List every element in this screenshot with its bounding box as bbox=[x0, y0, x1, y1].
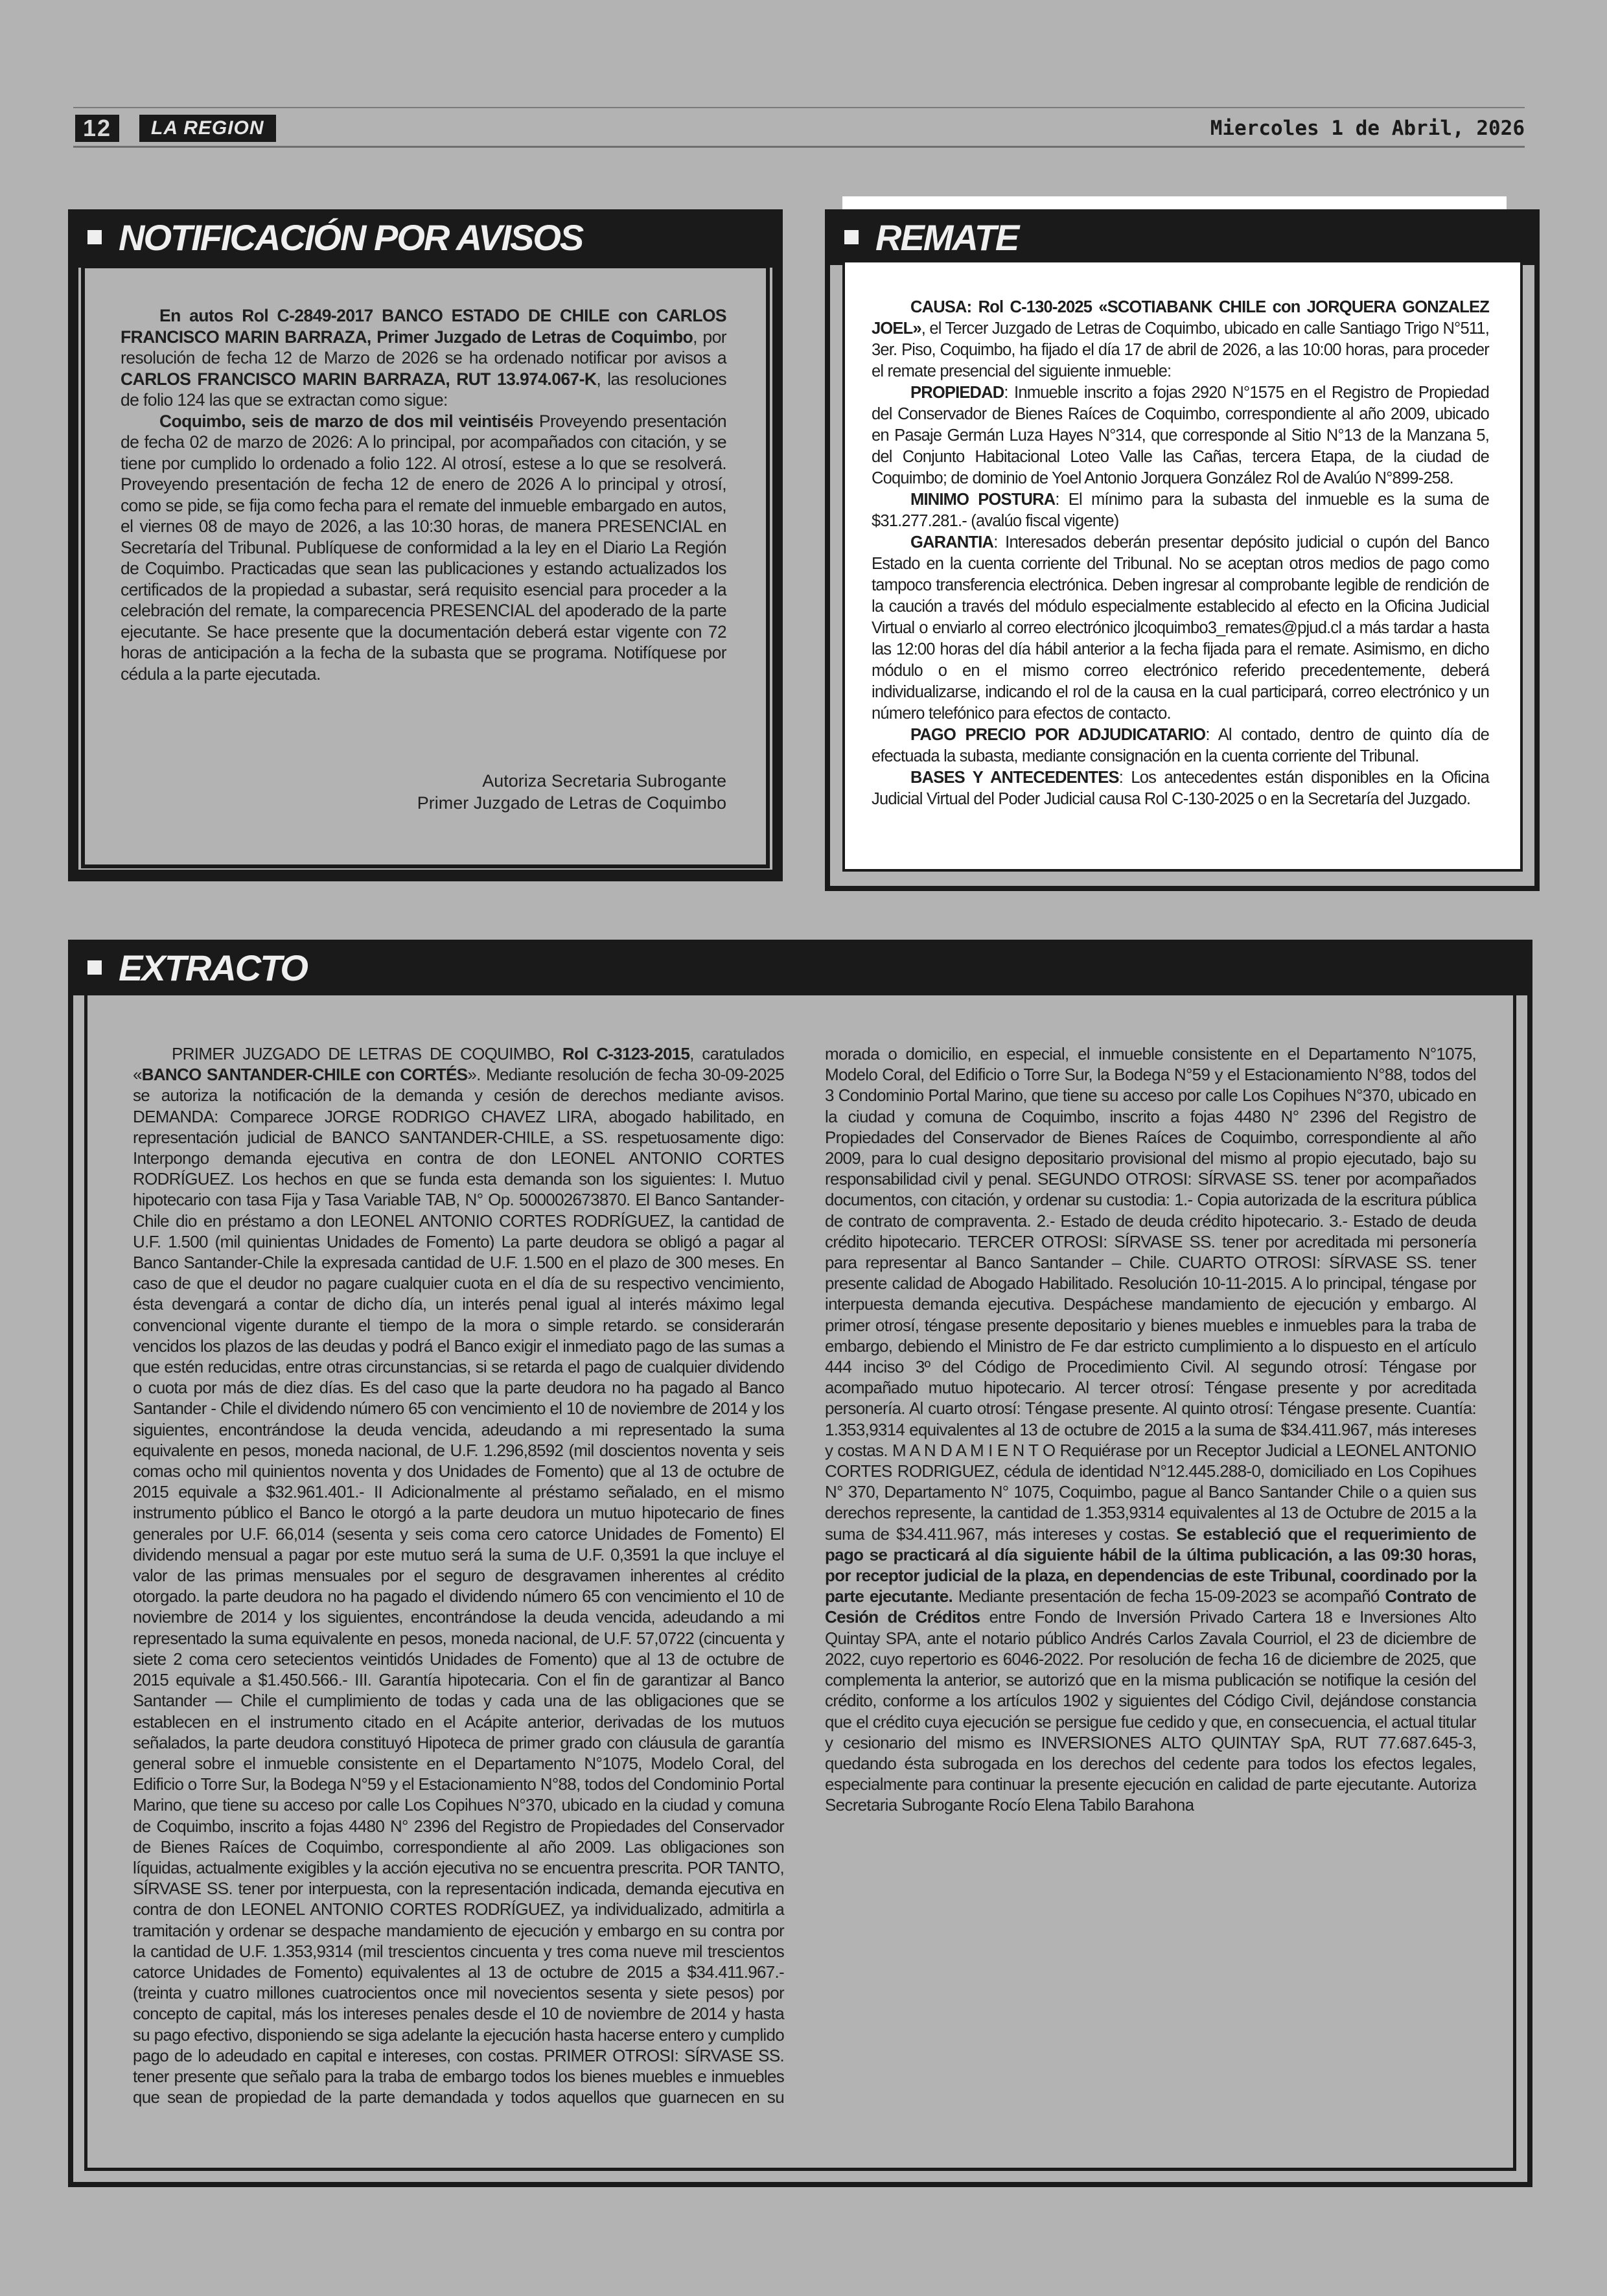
remate-garantia-text: : Interesados deberán presentar depósito judicial o cupón del Banco Estado en la cuenta corriente del Tribunal. No se aceptan otros medios de pago como tampoco transferencia electrónica. Deben ingresar al comprobante legible de rendición de la caución a través del módulo especialmente establecido al efecto en la Oficina Judicial Virtual o enviarlo al correo electrónico jlcoquimbo3_remates@pjud.cl a más tardar a hasta las 12:00 horas del día hábil anterior a la fecha fijada para el remate. Asimismo, en dicho módulo o en el mismo correo electrónico referido precedentemente, deberá individualizarse, indicando el rol de la causa en la cual participará, correo electrónico y un número telefónico para efectos de contacto. bbox=[872, 533, 1489, 723]
extracto-requerimiento-bold: Se estableció que el requerimiento de pago se practicará al día siguiente hábil de la última publicación, a las 09:30 horas, por receptor judicial de la plaza, en dependencias de este Tribunal, coordinado por la parte ejecutante. bbox=[825, 1524, 1476, 1606]
header-rule-bottom bbox=[73, 146, 1525, 148]
remate-body bbox=[872, 297, 1489, 810]
extracto-demanda-text: ». Mediante resolución de fecha 30-09-2025 se autoriza la notificación de la demanda y cesión de derechos mediante avisos. DEMANDA: Comparece JORGE RODRIGO CHAVEZ LIRA, abogado habilitado, en representación judicial de BANCO SANTANDER-CHILE, a SS. respetuosamente digo: Interpongo demanda ejecutiva en contra de don LEONEL ANTONIO CORTES RODRÍGUEZ. Los hechos en que se funda esta demanda son los siguientes: I. Mutuo hipotecario con tasa Fija y Tasa Variable TAB, N° Op. 500002673870. El Banco Santander-Chile dio en préstamo a don LEONEL ANTONIO CORTES RODRÍGUEZ, la cantidad de U.F. 1.500 (mil quinientas Unidades de Fomento) La parte deudora se obligó a pagar al Banco Santander-Chile la expresada cantidad de U.F. 1.500 en el plazo de 300 meses. En caso de que el deudor no pagare cualquier cuota en el día de su respectivo vencimiento, ésta devengará a contar de dicho día, un interés penal igual al interés máximo legal convencional vigente durante el tiempo de la mora o simple retardo. se considerarán vencidos los plazos de las deudas y podrá el Banco exigir el inmediato pago de las sumas a que estén reducidas, entre otras circunstancias, si se retarda el pago de cualquier dividendo o cuota por más de diez días. Es del caso que la parte deudora no ha pagado al Banco Santander - Chile el dividendo número 65 con vencimiento el 10 de noviembre de 2014 y los siguientes, encontrándose la deuda vencida, adeudando a mi representado la suma equivalente en pesos, moneda nacional, de U.F. 1.296,8592 (mil doscientos noventa y seis comas ocho mil quinientos noventa y dos Unidades de Fomento) que al 13 de octubre de 2015 equivale a $32.961.401.- II Adicionalmente al préstamo señalado, en el mismo instrumento público el Banco le otorgó a la parte deudora un mutuo hipotecario de fines generales por U.F. 66,014 (sesenta y seis coma cero catorce Unidades de Fomento) El dividendo mensual a pagar por este mutuo será la suma de U.F. 0,3591 la que incluye el valor de las primas mensuales por el seguro de desgravamen inherentes al crédito otorgado. la parte deudora no ha pagado el dividendo número 65 con vencimiento el 10 de noviembre de 2014 y los siguientes, encontrándose la deuda vencida, adeudando a mi representado la suma equivalente en pesos, moneda nacional, de U.F. 57,0722 (cincuenta y siete 2 coma cero setecientos veintidós Unidades de Fomento) que al 13 de octubre de 2015 equivale a $1.450.566.- III. Garantía hipotecaria. Con el fin de garantizar al Banco Santander — Chile el cumplimiento de todas y cada una de las obligaciones que se establecen en el instrumento citado en el Acápite anterior, derivadas de los mutuos señalados, la parte deudora constituyó Hipoteca de primer grado con cláusula de garantía general sobre el inmueble consistente en el Departamento N°1075, Modelo Coral, del Edificio o Torre Sur, la Bodega N°59 y el Estacionamiento N°88, todos del Condominio Portal Marino, que tiene su acceso por calle Los Copihues N°370, ubicado en la ciudad y comuna de Coquimbo, inscrito a fojas 4480 N° 2396 del Registro de Propiedades del Conservador de Bienes Raíces de Coquimbo, correspondiente al año 2009. Las obligaciones son líquidas, actualmente exigibles y la acción ejecutiva no se encuentra prescrita. POR TANTO, SÍRVASE SS. tener por interpuesta, con la representación indicada, demanda ejecutiva en contra de don LEONEL ANTONIO CORTES RODRÍGUEZ, ya individualizado, admitirla a tramitación y ordenar se despache mandamiento de ejecución y embargo en su contra por la cantidad de U.F. 1.353,9314 (mil trescientos cincuenta y tres coma nueve mil trescientos catorce Unidades de Fomento) equivalentes al 13 de octubre de 2015 a $34.411.967.- (treinta y cuatro millones cuatrocientos once mil novecientos sesenta y siete pesos) por concepto de capital, más los intereses penales desde el 10 de noviembre de 2014 y hasta su pago efectivo, disponiendo se siga adelante la ejecución hasta hacerse entero y cumplido pago de lo adeudado en capital e intereses, con costas. PRIMER OTROSI: SÍRVASE SS. tener presente que señalo para la traba de embargo todos los bienes muebles e inmuebles que sean de propiedad de la parte demandada y todos aquellos que guarnecen en su morada o domicilio, en especial, el inmueble consistente en el Departamento N°1075, Modelo Coral, del Edificio o Torre Sur, la Bodega N°59 y el Estacionamiento N°88, todos del 3 Condominio Portal Marino, que tiene su acceso por calle Los Copihues N°370, ubicado en la ciudad y comuna de Coquimbo, inscrito a fojas 4480 N° 2396 del Registro de Propiedades del Conservador de Bienes Raíces de Coquimbo, correspondiente al año 2009, para lo cual designo depositario provisional del mismo al propio ejecutado, bajo su responsabilidad civil y penal. SEGUNDO OTROSI: SÍRVASE SS. tener por acompañados documentos, con citación, y ordenar su custodia: 1.- Copia autorizada de la escritura pública de contrato de compraventa. 2.- Estado de deuda crédito hipotecario. 3.- Estado de deuda crédito hipotecario. TERCER OTROSI: SÍRVASE SS. tener por acreditada mi personería para representar al Banco Santander – Chile. CUARTO OTROSI: SÍRVASE SS. tener presente calidad de Abogado Habilitado. Resolución 10-11-2015. A lo principal, téngase por interpuesta demanda ejecutiva. Despáchese mandamiento de ejecución y embargo. Al primer otrosí, téngase presente depositario y bienes muebles e inmuebles para la traba de embargo, debiendo el Ministro de Fe dar estricto cumplimiento a lo dispuesto en el artículo 444 inciso 3º del Código de Procedimiento Civil. Al segundo otrosí: Téngase por acompañado mutuo hipotecario. Al tercer otrosí: Téngase presente y por acreditada personería. Al cuarto otrosí: Téngase presente. Al quinto otrosí: Téngase presente. Cuantía: 1.353,9314 equivalentes al 13 de octubre de 2015 a la suma de $34.411.967, más intereses y costas. M A N D A M I E N T O Requiérase por un Receptor Judicial a LEONEL ANTONIO CORTES RODRIGUEZ, cédula de identidad N°12.445.288-0, domiciliado en Los Copihues N° 370, Departamento N° 1075, Coquimbo, pague al Banco Santander Chile o a quien sus derechos represente, la cantidad de 1.353,9314 equivalentes al 13 de Octubre de 2015 a la suma de $34.411.967, más intereses y costas. bbox=[133, 1044, 1476, 2107]
extracto-cesion-bold: Contrato de Cesión de Créditos bbox=[825, 1586, 1476, 1627]
signature-line-2: Primer Juzgado de Letras de Coquimbo bbox=[417, 793, 726, 813]
page-number: 12 bbox=[75, 115, 119, 142]
notificacion-lead-bold: En autos Rol C-2849-2017 BANCO ESTADO DE CHILE con CARLOS FRANCISCO MARIN BARRAZA, Primer Juzgado de Letras de Coquimbo bbox=[121, 306, 726, 347]
extracto-caratula: BANCO SANTANDER-CHILE con CORTÉS bbox=[141, 1065, 468, 1085]
remate-minimo-label: MINIMO POSTURA bbox=[910, 491, 1056, 509]
remate-causa-rol: : Rol C-130-2025 «SCOTIABANK CHILE con JORQUERA GONZALEZ JOEL» bbox=[872, 298, 1489, 338]
extracto-title: EXTRACTO bbox=[119, 947, 307, 988]
remate-causa-text: , el Tercer Juzgado de Letras de Coquimbo, ubicado en calle Santiago Trigo N°511, 3er. Piso, Coquimbo, ha fijado el día 17 de abril de 2026, a las 10:00 horas, para proceder el remate presencial del siguiente inmueble: bbox=[872, 319, 1489, 380]
notificacion-title-bar bbox=[68, 209, 783, 265]
issue-date: Miercoles 1 de Abril, 2026 bbox=[1210, 117, 1525, 140]
extracto-title-bar bbox=[68, 940, 1532, 995]
notificacion-lead-text-2: , las resoluciones de folio 124 las que se extractan como sigue: bbox=[121, 369, 726, 410]
remate-pago-label: PAGO PRECIO POR ADJUDICATARIO bbox=[910, 726, 1206, 744]
signature-line-1: Autoriza Secretaria Subrogante bbox=[482, 771, 726, 791]
notificacion-resolution-date: Coquimbo, seis de marzo de dos mil veintiséis bbox=[159, 411, 533, 431]
extracto-court: PRIMER JUZGADO DE LETRAS DE COQUIMBO, bbox=[172, 1044, 562, 1063]
extracto-text-a: , caratulados « bbox=[133, 1044, 784, 1085]
remate-minimo-text: : El mínimo para la subasta del inmueble es la suma de $31.277.281.- (avalúo fiscal vigente) bbox=[872, 491, 1490, 530]
remate-causa-label: CAUSA bbox=[910, 298, 967, 316]
notificacion-body bbox=[121, 305, 726, 684]
page-header bbox=[73, 107, 1525, 147]
remate-garantia-label: GARANTIA bbox=[910, 533, 994, 551]
remate-title: REMATE bbox=[875, 216, 1019, 258]
newspaper-logo: LA REGION bbox=[139, 115, 276, 142]
extracto-rol: Rol C-3123-2015 bbox=[562, 1044, 690, 1063]
notificacion-defendant: CARLOS FRANCISCO MARIN BARRAZA, RUT 13.974.067-K bbox=[121, 369, 597, 389]
extracto-body bbox=[133, 1043, 1476, 2119]
notificacion-title: NOTIFICACIÓN POR AVISOS bbox=[119, 216, 583, 258]
remate-title-bar bbox=[825, 209, 1540, 265]
remate-propiedad-label: PROPIEDAD bbox=[910, 384, 1004, 402]
notificacion-signature bbox=[324, 770, 726, 814]
remate-bases-text: : Los antecedentes están disponibles en la Oficina Judicial Virtual del Poder Judicial causa Rol C-130-2025 o en la Secretaría del Juzgado. bbox=[872, 769, 1489, 808]
remate-bases-label: BASES Y ANTECEDENTES bbox=[910, 769, 1119, 787]
square-bullet-icon bbox=[87, 230, 102, 244]
remate-propiedad-text: : Inmueble inscrito a fojas 2920 N°1575 en el Registro de Propiedad del Conservador de Bienes Raíces de Coquimbo, correspondiente al año 2009, ubicado en Pasaje Germán Luza Hayes N°314, que corresponde al Sitio N°13 de la Manzana 5, del Conjunto Habitacional Loteo Valle las Cañas, tercera Etapa, de la ciudad de Coquimbo; de dominio de Yoel Antonio Jorquera González Rol de Avalúo N°899-258. bbox=[872, 384, 1489, 487]
header-rule-top bbox=[73, 107, 1525, 108]
extracto-cesion-text: entre Fondo de Inversión Privado Cartera 18 e Inversiones Alto Quintay SPA, ante el notario público Andrés Carlos Zavala Courriol, el 23 de diciembre de 2022, cuyo repertorio es 6046-2022. Por resolución de fecha 16 de diciembre de 2025, que complementa la anterior, se autorizó que en la misma publicación se notifique la cesión del crédito, conforme a los artículos 1902 y siguientes del Código Civil, dejándose constancia que el crédito cuya ejecución se persigue fue cedido y que, en consecuencia, el actual titular y cesionario del mismo es INVERSIONES ALTO QUINTAY SpA, RUT 77.687.645-3, quedando ésta subrogada en los derechos del cedente para todos los efectos legales, especialmente para continuar la presente ejecución en calidad de parte ejecutante. Autoriza Secretaria Subrogante Rocío Elena Tabilo Barahona bbox=[825, 1607, 1476, 1815]
square-bullet-icon bbox=[844, 230, 859, 244]
notificacion-lead-text: , por resolución de fecha 12 de Marzo de 2026 se ha ordenado notificar por avisos a bbox=[121, 327, 726, 367]
remate-pago-text: : Al contado, dentro de quinto día de efectuada la subasta, mediante consignación en la cuenta corriente del Tribunal. bbox=[872, 726, 1489, 765]
extracto-text-b: Mediante presentación de fecha 15-09-2023 se acompañó bbox=[952, 1586, 1385, 1606]
square-bullet-icon bbox=[87, 960, 102, 975]
notificacion-resolution-text: Proveyendo presentación de fecha 02 de marzo de 2026: A lo principal, por acompañados con citación, y se tiene por cumplido lo ordenado a folio 122. Al otrosí, estese a lo que se resolverá. Proveyendo presentación de fecha 12 de enero de 2026 A lo principal y otrosí, como se pide, se fija como fecha para el remate del inmueble embargado en autos, el viernes 08 de mayo de 2026, a las 10:30 horas, de manera PRESENCIAL en Secretaría del Tribunal. Publíquese de conformidad a la ley en el Diario La Región de Coquimbo. Practicadas que sean las publicaciones y estando actualizados los certificados de la propiedad a subastar, será requisito esencial para proceder a la celebración del remate, la comparecencia PRESENCIAL del apoderado de la parte ejecutante. Se hace presente que la documentación deberá estar vigente con 72 horas de anticipación a la fecha de la subasta que se programa. Notifíquese por cédula a la parte ejecutada. bbox=[121, 411, 726, 684]
